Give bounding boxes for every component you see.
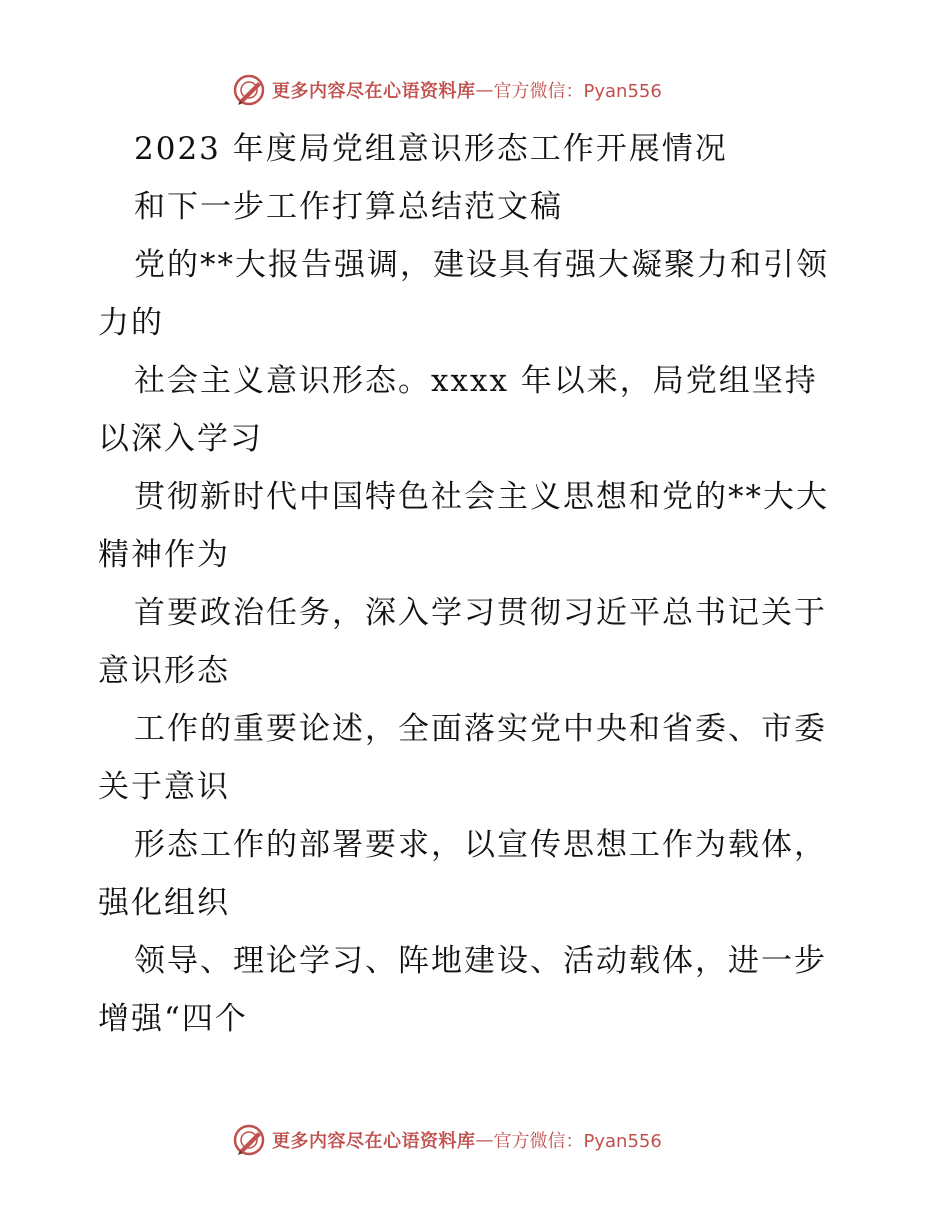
paragraph-line: 贯彻新时代中国特色社会主义思想和党的**大大 [134,479,829,515]
paragraph-line: 首要政治任务，深入学习贯彻习近平总书记关于 [134,595,827,631]
paragraph-line: 强化组织 [98,885,230,921]
paragraph-line: 领导、理论学习、阵地建设、活动载体，进一步 [134,943,827,979]
watermark-account: 官方微信：Pyan556 [493,81,662,102]
paragraph-line: 形态工作的部署要求，以宣传思想工作为载体， [134,827,827,863]
paragraph-line: 党的**大报告强调，建设具有强大凝聚力和引领 [134,247,829,283]
paragraph-line: 力的 [98,305,164,341]
pen-logo-icon [232,73,266,107]
watermark-brand: 更多内容尽在心语资料库 [272,81,476,102]
paragraph-line: 意识形态 [98,653,230,689]
watermark-separator: — [475,79,494,101]
watermark-account: 官方微信：Pyan556 [493,1131,662,1152]
watermark-brand: 更多内容尽在心语资料库 [272,1131,476,1152]
watermark-header [232,72,662,108]
paragraph-line: 精神作为 [98,537,230,573]
paragraph-line: 以深入学习 [98,421,263,457]
watermark-footer [232,1122,662,1158]
paragraph-line: 工作的重要论述，全面落实党中央和省委、市委 [134,711,827,747]
title-line-1: 2023 年度局党组意识形态工作开展情况 [134,131,728,167]
pen-logo-icon [232,1123,266,1157]
title-line-2: 和下一步工作打算总结范文稿 [134,189,563,225]
paragraph-line: 增强“四个 [98,1001,248,1037]
paragraph-line: 关于意识 [98,769,230,805]
watermark-separator: — [475,1129,494,1151]
paragraph-line: 社会主义意识形态。xxxx 年以来，局党组坚持 [134,363,818,399]
document-body [98,120,858,1048]
